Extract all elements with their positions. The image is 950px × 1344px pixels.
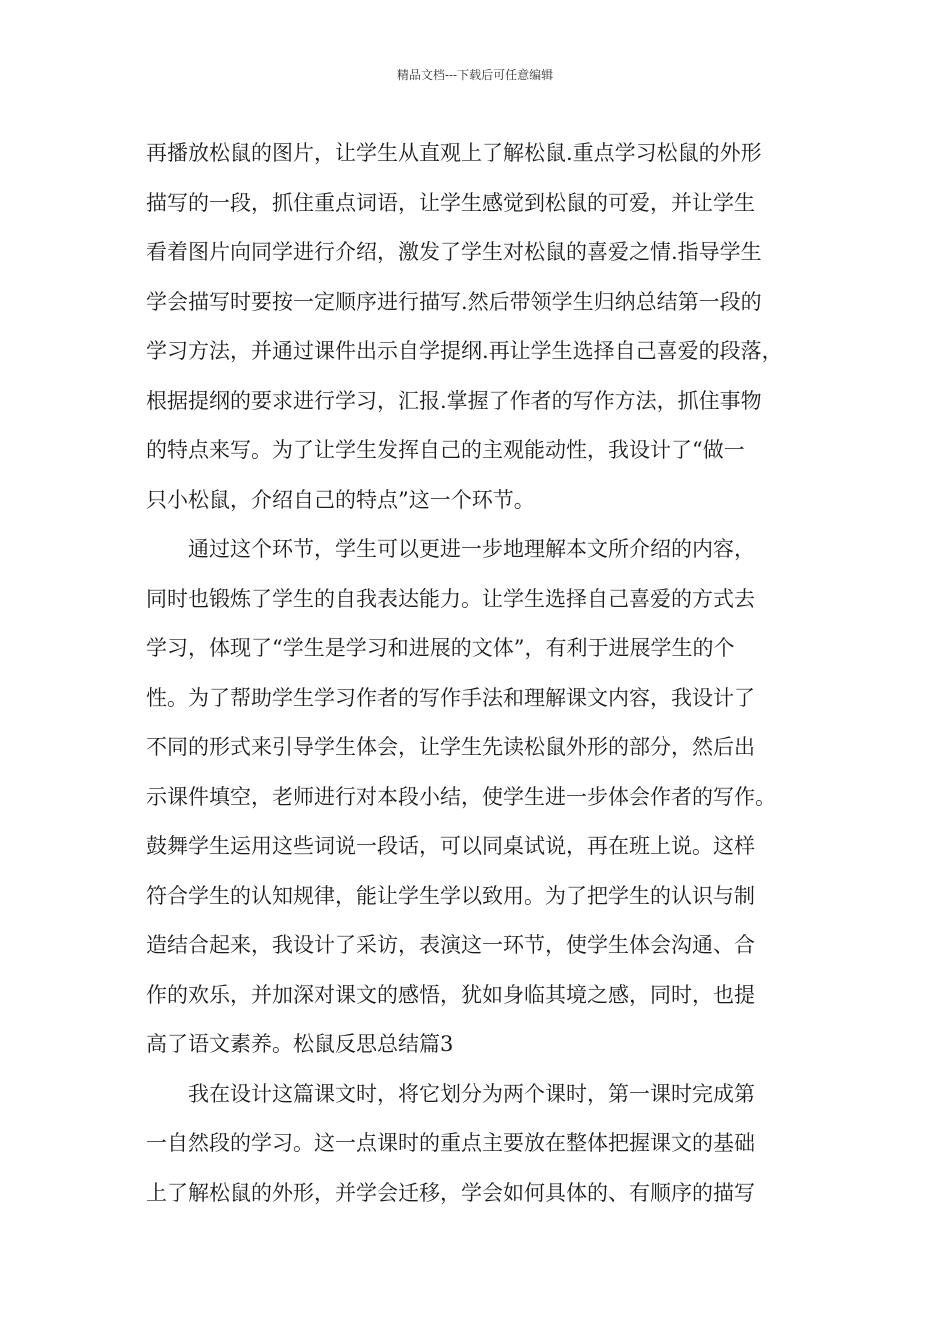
text-line: 学会描写时要按一定顺序进行描写.然后带领学生归纳总结第一段的 — [146, 289, 762, 314]
text-line: 同时也锻炼了学生的自我表达能力。让学生选择自己喜爱的方式去 — [146, 586, 755, 611]
text-line: 学习，体现了“学生是学习和进展的文体”，有利于进展学生的个 — [146, 636, 735, 660]
text-line: 示课件填空，老师进行对本段小结，使学生进一步体会作者的写作。 — [146, 784, 776, 809]
text-line: 造结合起来，我设计了采访，表演这一环节，使学生体会沟通、合 — [146, 933, 755, 957]
text-line: 鼓舞学生运用这些词说一段话，可以同桌试说，再在班上说。这样 — [146, 834, 755, 858]
text-line: 只小松鼠，介绍自己的特点”这一个环节。 — [146, 487, 535, 512]
document-body — [146, 129, 808, 1218]
text-line: 描写的一段，抓住重点词语，让学生感觉到松鼠的可爱，并让学生 — [146, 190, 755, 215]
text-line: 作的欢乐，并加深对课文的感悟，犹如身临其境之感，同时，也提 — [146, 982, 755, 1007]
page-header: 精品文档---下载后可任意编辑 — [396, 68, 554, 82]
text-line: 性。为了帮助学生学习作者的写作手法和理解课文内容，我设计了 — [146, 685, 755, 710]
text-line: 学习方法，并通过课件出示自学提纲.再让学生选择自己喜爱的段落， — [146, 339, 783, 363]
paragraph-start-line: 我在设计这篇课文时，将它划分为两个课时，第一课时完成第 — [188, 1081, 755, 1106]
text-line: 根据提纲的要求进行学习，汇报.掌握了作者的写作方法，抓住事物 — [146, 388, 762, 413]
text-line: 高了语文素养。松鼠反思总结篇3 — [146, 1032, 454, 1056]
text-line: 再播放松鼠的图片，让学生从直观上了解松鼠.重点学习松鼠的外形 — [146, 141, 762, 165]
text-line: 一自然段的学习。这一点课时的重点主要放在整体把握课文的基础 — [146, 1131, 755, 1155]
text-line: 看着图片向同学进行介绍，激发了学生对松鼠的喜爱之情.指导学生 — [146, 240, 762, 264]
paragraph-start-line: 通过这个环节，学生可以更进一步地理解本文所介绍的内容， — [188, 537, 755, 561]
text-line: 的特点来写。为了让学生发挥自己的主观能动性，我设计了“做一 — [146, 438, 745, 462]
text-line: 上了解松鼠的外形，并学会迁移，学会如何具体的、有顺序的描写 — [146, 1180, 755, 1205]
text-line: 不同的形式来引导学生体会，让学生先读松鼠外形的部分，然后出 — [146, 735, 755, 759]
text-line: 符合学生的认知规律，能让学生学以致用。为了把学生的认识与制 — [146, 883, 755, 908]
